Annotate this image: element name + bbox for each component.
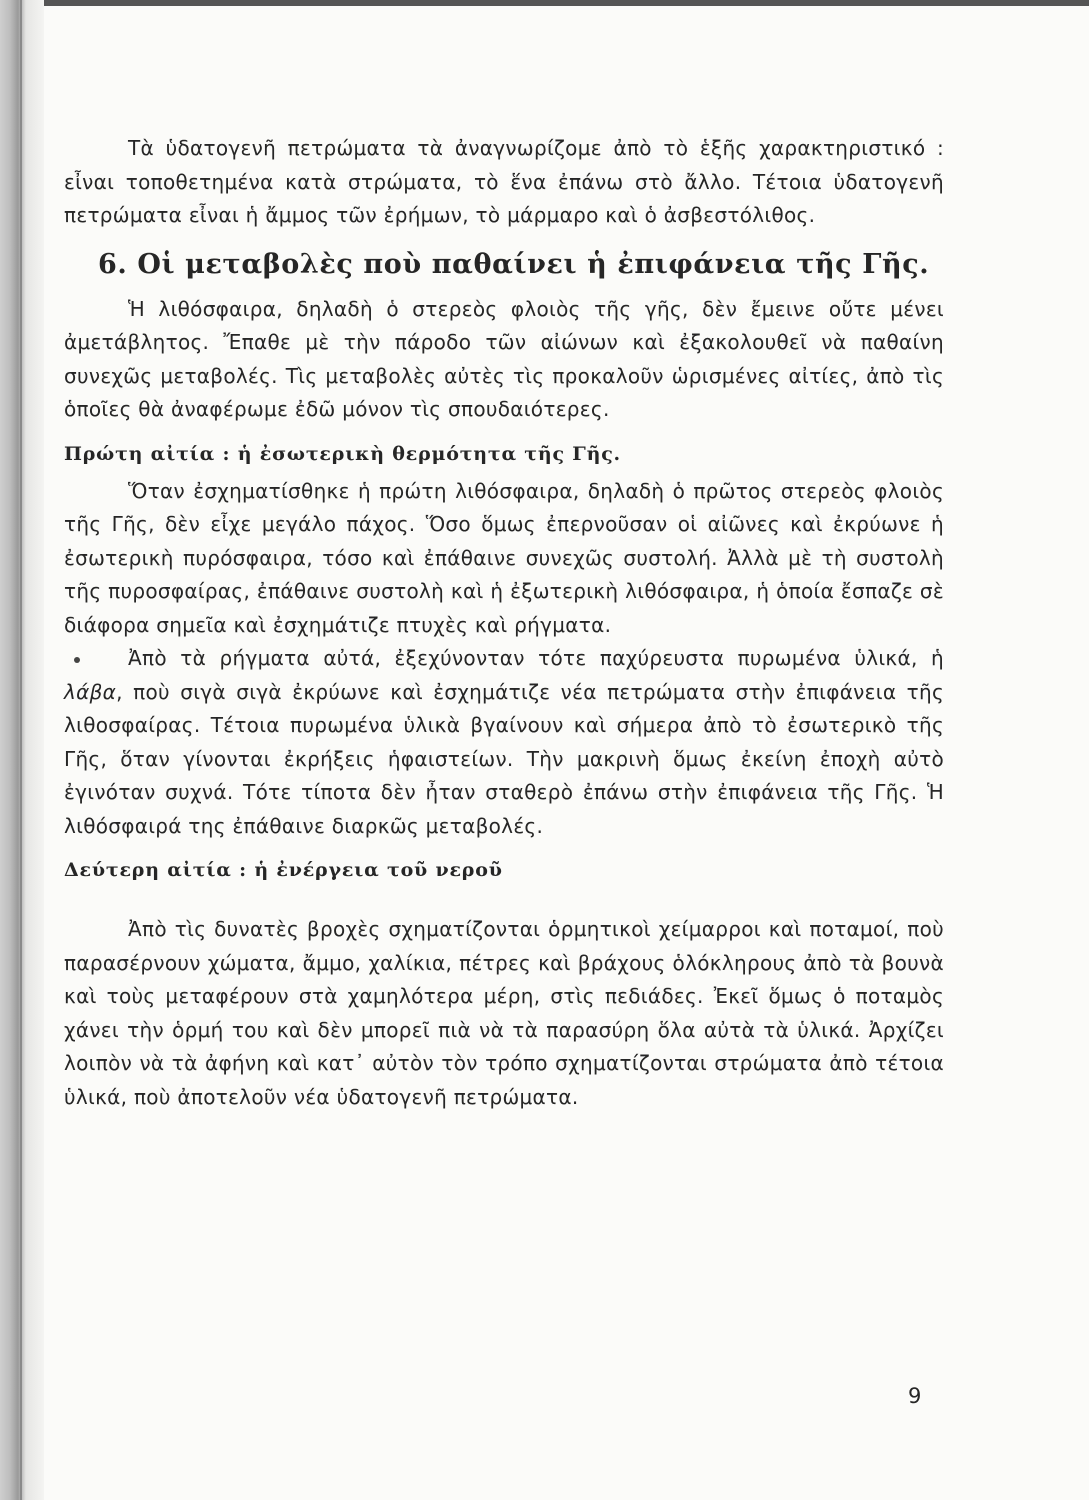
page-number: 9 [908,1384,922,1408]
paragraph-5: Ἀπὸ τὶς δυνατὲς βροχὲς σχηματίζονται ὁρμητικοὶ χείμαρροι καὶ ποταμοί, ποὺ παρασέρνουν χώματα, ἄμμο, χαλίκια, πέτρες καὶ βράχους ὁλόκληρους ἀπὸ τὰ βουνὰ καὶ τοὺς μεταφέρουν στὰ χαμηλότερα μέρη, στὶς πεδιάδες. Ἐκεῖ ὅμως ὁ ποταμὸς χάνει τὴν ὁρμή του καὶ δὲν μπορεῖ πιὰ νὰ τὰ παρασύρη ὅλα αὐτὰ τὰ ὑλικά. Ἀρχίζει λοιπὸν νὰ τὰ ἀφήνη καὶ κατ᾽ αὐτὸν τὸν τρόπο σχηματίζονται στρώματα ἀπὸ τέτοια ὑλικά, ποὺ ἀποτελοῦν νέα ὑδατογενῆ πετρώματα. [64,917,944,1109]
paragraph-1: Τὰ ὑδατογενῆ πετρώματα τὰ ἀναγνωρίζομε ἀπὸ τὸ ἑξῆς χαρακτηριστικό : εἶναι τοποθετημένα κατὰ στρώματα, τὸ ἕνα ἐπάνω στὸ ἄλλο. Τέτοια ὑδατογενῆ πετρώματα εἶναι ἡ ἄμμος τῶν ἐρήμων, τὸ μάρμαρο καὶ ὁ ἀσβεστόλιθος. [64,136,944,227]
page-body [64,132,944,1114]
paragraph-4-italic-term: λάβα [64,679,117,704]
paragraph-4 [64,642,944,843]
binding-line [20,0,22,1500]
paragraph-4-part-2: , ποὺ σιγὰ σιγὰ ἐκρύωνε καὶ ἐσχημάτιζε νέα πετρώματα στὴν ἐπιφάνεια τῆς λιθοσφαίρας. Τέτοια πυρωμένα ὑλικὰ βγαίνουν καὶ σήμερα ἀπὸ τὸ ἐσωτερικὸ τῆς Γῆς, ὅταν γίνονται ἐκρήξεις ἡφαιστείων. Τὴν μακρινὴ ὅμως ἐκείνη ἐποχὴ αὐτὸ ἐγινόταν συχνά. Τότε τίποτα δὲν ἦταν σταθερὸ ἐπάνω στὴν ἐπιφάνεια τῆς Γῆς. Ἡ λιθόσφαιρά της ἐπάθαινε διαρκῶς μεταβολές. [64,679,944,838]
paragraph-2: Ἡ λιθόσφαιρα, δηλαδὴ ὁ στερεὸς φλοιὸς τῆς γῆς, δὲν ἔμεινε οὔτε μένει ἀμετάβλητος. Ἔπαθε μὲ τὴν πάροδο τῶν αἰώνων καὶ ἐξακολουθεῖ νὰ παθαίνη συνεχῶς μεταβολές. Τὶς μεταβολὲς αὐτὲς τὶς προκαλοῦν ὡρισμένες αἰτίες, ἀπὸ τὶς ὁποῖες θὰ ἀναφέρωμε ἐδῶ μόνον τὶς σπουδαιότερες. [64,296,944,421]
paragraph-3: Ὅταν ἐσχηματίσθηκε ἡ πρώτη λιθόσφαιρα, δηλαδὴ ὁ πρῶτος στερεὸς φλοιὸς τῆς Γῆς, δὲν εἶχε μεγάλο πάχος. Ὅσο ὅμως ἐπερνοῦσαν οἱ αἰῶνες καὶ ἐκρύωνε ἡ ἐσωτερικὴ πυρόσφαιρα, τόσο καὶ ἐπάθαινε συνεχῶς συστολή. Ἀλλὰ μὲ τὴ συστολὴ τῆς πυροσφαίρας, ἐπάθαινε συστολὴ καὶ ἡ ἐξωτερικὴ λιθόσφαιρα, ἡ ὁποία ἔσπαζε σὲ διάφορα σημεῖα καὶ ἐσχημάτιζε πτυχὲς καὶ ρήγματα. [64,478,944,637]
paragraph-4-part-1: Ἀπὸ τὰ ρήγματα αὐτά, ἐξεχύνονταν τότε παχύρευστα πυρωμένα ὑλικά, ἡ [128,646,944,670]
subheading-first-cause: Πρώτη αἰτία : ἡ ἐσωτερικὴ θερμότητα τῆς Γῆς. [64,442,621,465]
spacer [64,891,944,913]
stray-dot-mark [74,657,80,663]
subheading-second-cause: Δεύτερη αἰτία : ἡ ἐνέργεια τοῦ νεροῦ [64,859,503,881]
top-scan-edge [0,0,1089,6]
section-heading: 6. Οἱ μεταβολὲς ποὺ παθαίνει ἡ ἐπιφάνεια τῆς Γῆς. [98,248,930,280]
book-binding-edge [0,0,44,1500]
